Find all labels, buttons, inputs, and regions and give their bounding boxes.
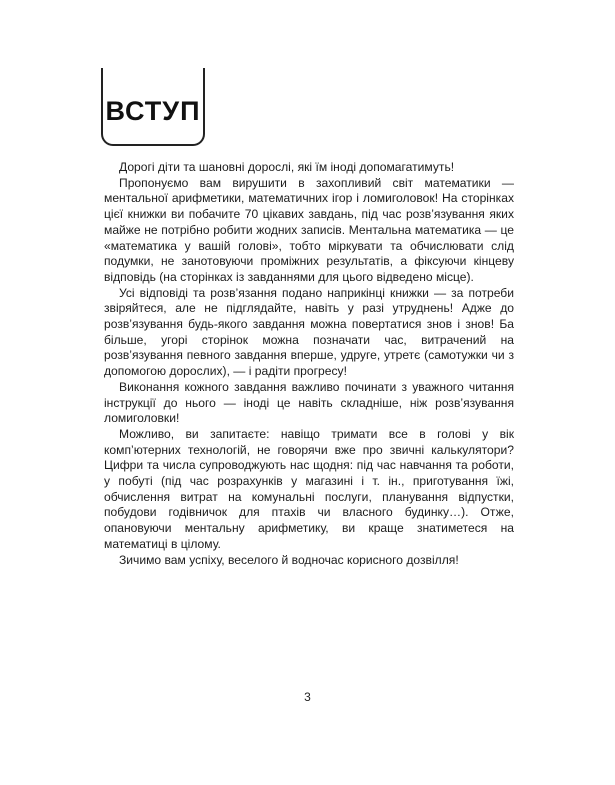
paragraph-wishes: Зичимо вам успіху, веселого й водночас корисного дозвілля! (119, 552, 459, 567)
paragraph-why: Можливо, ви запитаєте: навіщо тримати все в голові у вік комп’ютерних технологій, не говорячи вже про звичні калькулятори? Цифри та числа супроводжують нас щодня: під час навчання та роботи, у побуті (під час розрахунків у магазині і т. ін., приготування їжі, обчислення витрат на комунальні послуги, планування відпустки, побудови годівничок для птахів чи власного будинку…). Отже, опановуючи ментальну арифметику, ви краще знатиметеся на математиці в цілому. (104, 426, 514, 551)
page-heading: ВСТУП (105, 96, 201, 126)
intro-text (104, 160, 514, 568)
paragraph-instructions: Виконання кожного завдання важливо починати з уважного читання інструкції до нього — іноді це навіть складніше, ніж розв’язування ломиголовки! (104, 379, 514, 426)
paragraph-answers: Усі відповіді та розв’язання подано наприкінці книжки — за потреби звіряйтеся, але не підглядайте, навіть у разі утруднень! Адже до розв’язування будь-якого завдання можна повертатися знов і знов! Ба більше, угорі сторінок можна позначати час, витрачений на розв’язування певного завдання вперше, удруге, утретє (самотужки чи з допомогою дорослих), — і радіти прогресу! (104, 285, 514, 379)
page-number: 3 (304, 690, 311, 704)
paragraph-invitation: Пропонуємо вам вирушити в захопливий світ математики — ментальної арифметики, математичних ігор і ломиголовок! На сторінках цієї книжки ви побачите 70 цікавих завдань, під час розв’язування яких майже не потрібно робити жодних записів. Ментальна математика — це «математика у вашій голові», тобто міркувати та обчислювати слід подумки, не занотовуючи проміжних результатів, а фіксуючи кінцеву відповідь (на сторінках із завданнями для цього відведено місце). (104, 175, 514, 284)
heading-frame (101, 68, 205, 146)
paragraph-greeting: Дорогі діти та шановні дорослі, які їм іноді допомагатимуть! (119, 160, 455, 174)
